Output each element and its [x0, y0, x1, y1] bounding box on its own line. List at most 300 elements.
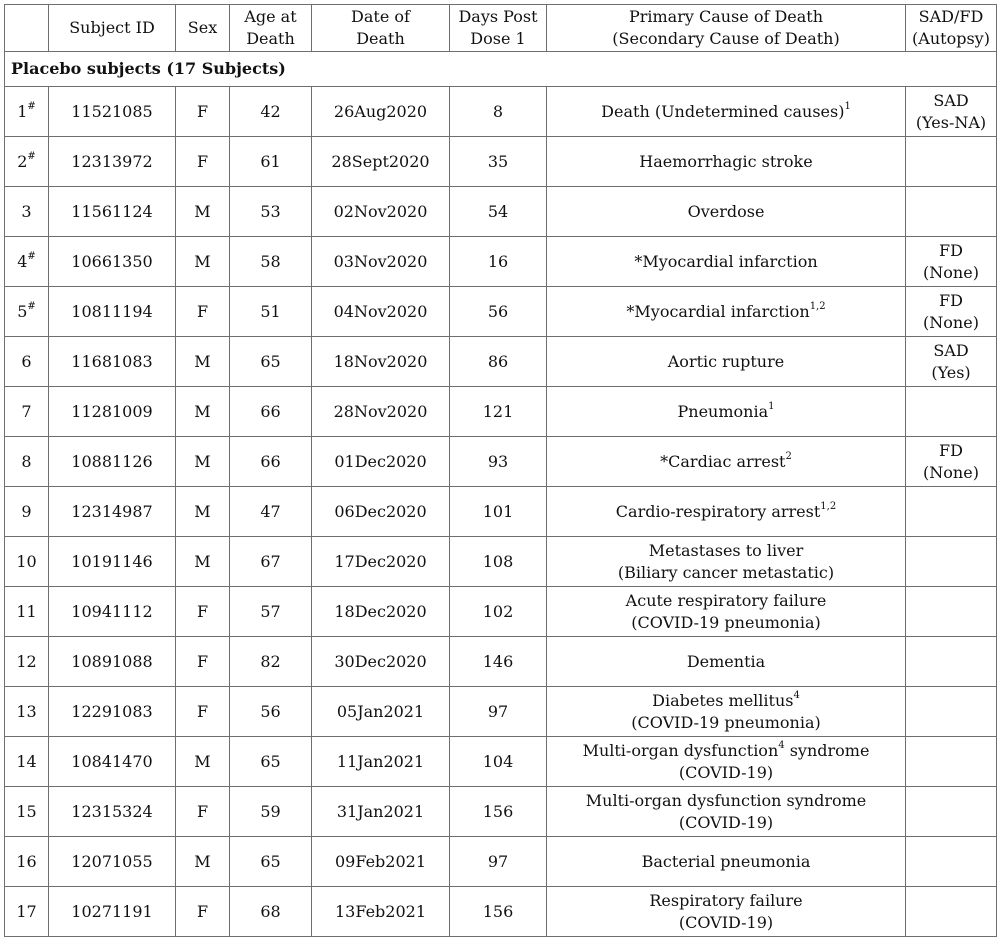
cell-date — [312, 587, 450, 637]
subject-id: 10941112 — [71, 601, 153, 621]
cell-cause — [547, 787, 906, 837]
primary-cause-footnote: 1 — [844, 101, 851, 113]
sad-fd: SAD — [933, 340, 969, 360]
age: 66 — [260, 401, 281, 421]
subject-id: 10661350 — [71, 251, 153, 271]
header-sex: Sex — [176, 5, 230, 52]
cell-days — [450, 887, 547, 937]
cell-days — [450, 337, 547, 387]
row-number: 13 — [16, 701, 37, 721]
cell-sex — [176, 437, 230, 487]
cell-subject-id — [49, 887, 176, 937]
date-of-death: 04Nov2020 — [333, 301, 428, 321]
subject-id: 10811194 — [71, 301, 153, 321]
cell-cause — [547, 737, 906, 787]
cell-sex — [176, 487, 230, 537]
cell-sex — [176, 87, 230, 137]
header-cause-line2: (Secondary Cause of Death) — [612, 29, 840, 48]
days-post-dose: 54 — [487, 201, 509, 221]
cell-days — [450, 187, 547, 237]
cell-subject-id — [49, 437, 176, 487]
cell-cause — [547, 637, 906, 687]
secondary-cause: (Biliary cancer metastatic) — [617, 562, 835, 582]
sex: M — [194, 851, 211, 871]
header-cause — [547, 5, 906, 52]
sex: F — [196, 151, 209, 171]
days-post-dose: 56 — [487, 301, 509, 321]
cell-age — [230, 137, 312, 187]
age: 65 — [260, 751, 281, 771]
cell-cause — [547, 137, 906, 187]
primary-cause-line — [550, 740, 902, 762]
primary-cause-line — [550, 890, 902, 912]
cell-sex — [176, 737, 230, 787]
cell-cause — [547, 187, 906, 237]
age: 67 — [260, 551, 281, 571]
sex: M — [194, 551, 211, 571]
subject-id: 11281009 — [71, 401, 153, 421]
primary-cause-footnote: 1,2 — [809, 301, 826, 313]
row-number: 4 — [17, 251, 28, 271]
primary-cause-tail: syndrome — [784, 740, 870, 760]
cell-num — [5, 487, 49, 537]
cell-sex — [176, 837, 230, 887]
days-post-dose: 101 — [482, 501, 514, 521]
cell-date — [312, 637, 450, 687]
table-row — [5, 137, 997, 187]
cell-subject-id — [49, 837, 176, 887]
cell-cause — [547, 237, 906, 287]
row-number: 17 — [16, 901, 37, 921]
cell-age — [230, 437, 312, 487]
cell-sad-fd — [906, 637, 997, 687]
age: 59 — [260, 801, 281, 821]
row-number: 3 — [21, 201, 32, 221]
sex: F — [196, 801, 209, 821]
row-number: 9 — [21, 501, 32, 521]
age: 42 — [260, 101, 281, 121]
sex: M — [194, 201, 211, 221]
sad-fd: FD — [939, 290, 963, 310]
subject-id: 10271191 — [71, 901, 153, 921]
cell-num — [5, 787, 49, 837]
subject-id: 12313972 — [71, 151, 153, 171]
cell-date — [312, 387, 450, 437]
primary-cause: Aortic rupture — [667, 351, 785, 371]
cell-sex — [176, 137, 230, 187]
row-number: 5 — [17, 301, 28, 321]
cell-days — [450, 387, 547, 437]
sex: M — [194, 451, 211, 471]
group-label: Placebo subjects (17 Subjects) — [5, 52, 997, 87]
cell-sad-fd — [906, 487, 997, 537]
header-cause-line1: Primary Cause of Death — [628, 7, 824, 26]
cell-sad-fd — [906, 237, 997, 287]
cell-subject-id — [49, 637, 176, 687]
row-number: 6 — [21, 351, 32, 371]
cell-subject-id — [49, 137, 176, 187]
cell-num — [5, 687, 49, 737]
cell-sad-fd — [906, 437, 997, 487]
date-of-death: 01Dec2020 — [334, 451, 427, 471]
days-post-dose: 102 — [482, 601, 514, 621]
days-post-dose: 97 — [487, 701, 509, 721]
cell-sad-fd — [906, 887, 997, 937]
cell-subject-id — [49, 187, 176, 237]
primary-cause: Dementia — [686, 651, 766, 671]
subject-id: 12071055 — [71, 851, 153, 871]
header-sad-line1: SAD/FD — [918, 7, 984, 26]
date-of-death: 05Jan2021 — [336, 701, 425, 721]
cell-sad-fd — [906, 137, 997, 187]
table-row — [5, 787, 997, 837]
cell-date — [312, 437, 450, 487]
subject-id: 12314987 — [71, 501, 153, 521]
primary-cause-line — [550, 451, 902, 473]
cell-sad-fd — [906, 287, 997, 337]
days-post-dose: 156 — [482, 901, 514, 921]
table-row — [5, 487, 997, 537]
cell-cause — [547, 687, 906, 737]
cell-num — [5, 287, 49, 337]
subject-id: 12291083 — [71, 701, 153, 721]
days-post-dose: 121 — [482, 401, 514, 421]
table-row — [5, 437, 997, 487]
primary-cause-line — [550, 690, 902, 712]
age: 61 — [260, 151, 281, 171]
row-mark: # — [27, 101, 36, 113]
cell-age — [230, 87, 312, 137]
primary-cause: *Myocardial infarction — [626, 301, 810, 321]
subject-id: 10891088 — [71, 651, 153, 671]
date-of-death: 31Jan2021 — [336, 801, 425, 821]
table-row — [5, 687, 997, 737]
age: 51 — [260, 301, 281, 321]
autopsy: (Yes) — [931, 362, 971, 382]
header-date — [312, 5, 450, 52]
cell-date — [312, 487, 450, 537]
cell-days — [450, 787, 547, 837]
cell-subject-id — [49, 237, 176, 287]
subject-id: 10191146 — [71, 551, 153, 571]
primary-cause-line — [550, 401, 902, 423]
cell-age — [230, 687, 312, 737]
cell-sad-fd — [906, 387, 997, 437]
primary-cause-line — [550, 590, 902, 612]
cell-age — [230, 887, 312, 937]
table-row — [5, 187, 997, 237]
cell-sad-fd — [906, 337, 997, 387]
cell-date — [312, 887, 450, 937]
cell-sex — [176, 587, 230, 637]
row-number: 1 — [17, 101, 28, 121]
row-number: 14 — [16, 751, 37, 771]
cell-age — [230, 337, 312, 387]
row-number: 7 — [21, 401, 32, 421]
cell-num — [5, 387, 49, 437]
primary-cause-line — [550, 790, 902, 812]
primary-cause-footnote: 4 — [778, 740, 785, 752]
cell-num — [5, 187, 49, 237]
primary-cause-line — [550, 101, 902, 123]
cell-sad-fd — [906, 787, 997, 837]
primary-cause-footnote: 1,2 — [820, 501, 837, 513]
cell-subject-id — [49, 287, 176, 337]
cell-subject-id — [49, 737, 176, 787]
days-post-dose: 104 — [482, 751, 514, 771]
cell-age — [230, 787, 312, 837]
primary-cause-line — [550, 251, 902, 273]
cell-age — [230, 487, 312, 537]
header-days-line2: Dose 1 — [470, 29, 526, 48]
table-row — [5, 737, 997, 787]
date-of-death: 30Dec2020 — [334, 651, 427, 671]
days-post-dose: 97 — [487, 851, 509, 871]
primary-cause: Bacterial pneumonia — [641, 851, 811, 871]
cell-sex — [176, 637, 230, 687]
cell-days — [450, 587, 547, 637]
deaths-table — [4, 4, 997, 937]
cell-age — [230, 537, 312, 587]
cell-subject-id — [49, 487, 176, 537]
days-post-dose: 156 — [482, 801, 514, 821]
age: 82 — [260, 651, 281, 671]
date-of-death: 03Nov2020 — [333, 251, 428, 271]
header-row — [5, 5, 997, 52]
sad-fd: FD — [939, 240, 963, 260]
primary-cause-footnote: 1 — [768, 401, 775, 413]
cell-date — [312, 87, 450, 137]
primary-cause: Metastases to liver — [648, 540, 804, 560]
primary-cause-line — [550, 501, 902, 523]
primary-cause-footnote: 2 — [785, 451, 792, 463]
table-row — [5, 237, 997, 287]
cell-sex — [176, 387, 230, 437]
date-of-death: 11Jan2021 — [336, 751, 425, 771]
cell-date — [312, 137, 450, 187]
primary-cause-line — [550, 301, 902, 323]
primary-cause: Acute respiratory failure — [625, 590, 827, 610]
cell-cause — [547, 87, 906, 137]
days-post-dose: 35 — [487, 151, 509, 171]
primary-cause: *Myocardial infarction — [634, 251, 818, 271]
date-of-death: 18Nov2020 — [333, 351, 428, 371]
row-mark: # — [27, 151, 36, 163]
cell-num — [5, 887, 49, 937]
primary-cause: Pneumonia — [677, 401, 769, 421]
primary-cause: Overdose — [687, 201, 765, 221]
subject-id: 10841470 — [71, 751, 153, 771]
table-row — [5, 387, 997, 437]
cell-num — [5, 87, 49, 137]
autopsy: (None) — [923, 262, 979, 282]
cell-sex — [176, 287, 230, 337]
cell-cause — [547, 537, 906, 587]
date-of-death: 02Nov2020 — [333, 201, 428, 221]
autopsy: (Yes-NA) — [915, 112, 987, 132]
cell-subject-id — [49, 587, 176, 637]
cell-num — [5, 737, 49, 787]
cell-cause — [547, 337, 906, 387]
sex: M — [194, 401, 211, 421]
cell-sex — [176, 237, 230, 287]
date-of-death: 13Feb2021 — [334, 901, 426, 921]
primary-cause-footnote: 4 — [793, 690, 800, 702]
sad-fd: FD — [939, 440, 963, 460]
primary-cause-line — [550, 151, 902, 173]
secondary-cause: (COVID-19) — [678, 812, 774, 832]
header-date-line2: Death — [356, 29, 405, 48]
age: 65 — [260, 851, 281, 871]
cell-sad-fd — [906, 687, 997, 737]
cell-date — [312, 237, 450, 287]
sex: F — [196, 651, 209, 671]
autopsy: (None) — [923, 312, 979, 332]
cell-days — [450, 687, 547, 737]
age: 66 — [260, 451, 281, 471]
cell-num — [5, 237, 49, 287]
date-of-death: 18Dec2020 — [334, 601, 427, 621]
cell-age — [230, 587, 312, 637]
cell-subject-id — [49, 537, 176, 587]
date-of-death: 28Nov2020 — [333, 401, 428, 421]
cell-days — [450, 237, 547, 287]
primary-cause-line — [550, 651, 902, 673]
header-sad — [906, 5, 997, 52]
age: 47 — [260, 501, 281, 521]
header-age-line1: Age at — [244, 7, 297, 26]
primary-cause-line — [550, 851, 902, 873]
primary-cause: Cardio-respiratory arrest — [615, 501, 821, 521]
age: 68 — [260, 901, 281, 921]
cell-num — [5, 437, 49, 487]
cell-sad-fd — [906, 837, 997, 887]
cell-sex — [176, 787, 230, 837]
table-row — [5, 537, 997, 587]
cell-days — [450, 737, 547, 787]
row-mark: # — [27, 251, 36, 263]
header-age-line2: Death — [246, 29, 295, 48]
row-number: 12 — [16, 651, 37, 671]
row-number: 15 — [16, 801, 37, 821]
date-of-death: 26Aug2020 — [333, 101, 428, 121]
primary-cause: Multi-organ dysfunction syndrome — [585, 790, 867, 810]
cell-cause — [547, 287, 906, 337]
days-post-dose: 8 — [492, 101, 504, 121]
table-row — [5, 587, 997, 637]
header-age — [230, 5, 312, 52]
subject-id: 11521085 — [71, 101, 153, 121]
cell-days — [450, 537, 547, 587]
cell-cause — [547, 487, 906, 537]
primary-cause-line — [550, 201, 902, 223]
cell-subject-id — [49, 687, 176, 737]
subject-id: 11681083 — [71, 351, 153, 371]
secondary-cause: (COVID-19) — [678, 912, 774, 932]
age: 65 — [260, 351, 281, 371]
table-row — [5, 287, 997, 337]
sex: F — [196, 101, 209, 121]
header-days — [450, 5, 547, 52]
autopsy: (None) — [923, 462, 979, 482]
sex: M — [194, 751, 211, 771]
cell-sex — [176, 537, 230, 587]
primary-cause: Multi-organ dysfunction — [582, 740, 779, 760]
cell-sex — [176, 687, 230, 737]
cell-num — [5, 337, 49, 387]
cell-date — [312, 737, 450, 787]
cell-days — [450, 487, 547, 537]
age: 58 — [260, 251, 281, 271]
cell-days — [450, 137, 547, 187]
secondary-cause: (COVID-19 pneumonia) — [631, 612, 821, 632]
sex: F — [196, 701, 209, 721]
cell-num — [5, 837, 49, 887]
cell-days — [450, 837, 547, 887]
secondary-cause: (COVID-19 pneumonia) — [631, 712, 821, 732]
cell-sex — [176, 887, 230, 937]
age: 53 — [260, 201, 281, 221]
cell-date — [312, 537, 450, 587]
header-subject-id: Subject ID — [49, 5, 176, 52]
row-number: 11 — [16, 601, 37, 621]
cell-subject-id — [49, 87, 176, 137]
subject-id: 12315324 — [71, 801, 153, 821]
cell-cause — [547, 587, 906, 637]
header-date-line1: Date of — [351, 7, 410, 26]
cell-date — [312, 287, 450, 337]
primary-cause-line — [550, 351, 902, 373]
cell-days — [450, 437, 547, 487]
cell-sad-fd — [906, 537, 997, 587]
primary-cause: Diabetes mellitus — [652, 690, 794, 710]
cell-sad-fd — [906, 587, 997, 637]
cell-num — [5, 637, 49, 687]
header-sad-line2: (Autopsy) — [912, 29, 990, 48]
date-of-death: 17Dec2020 — [334, 551, 427, 571]
group-row — [5, 52, 997, 87]
cell-subject-id — [49, 787, 176, 837]
subject-id: 11561124 — [71, 201, 153, 221]
sex: F — [196, 601, 209, 621]
table-row — [5, 837, 997, 887]
table-row — [5, 337, 997, 387]
sex: M — [194, 501, 211, 521]
row-number: 16 — [16, 851, 37, 871]
cell-age — [230, 237, 312, 287]
cell-cause — [547, 437, 906, 487]
sex: F — [196, 301, 209, 321]
cell-sex — [176, 187, 230, 237]
primary-cause: Respiratory failure — [649, 890, 803, 910]
header-num — [5, 5, 49, 52]
cell-age — [230, 287, 312, 337]
primary-cause-line — [550, 540, 902, 562]
cell-sad-fd — [906, 187, 997, 237]
row-number: 10 — [16, 551, 37, 571]
sad-fd: SAD — [933, 90, 969, 110]
cell-sad-fd — [906, 87, 997, 137]
cell-cause — [547, 387, 906, 437]
cell-age — [230, 637, 312, 687]
sex: M — [194, 351, 211, 371]
cell-date — [312, 187, 450, 237]
row-mark: # — [27, 301, 36, 313]
cell-date — [312, 337, 450, 387]
cell-subject-id — [49, 387, 176, 437]
primary-cause: Haemorrhagic stroke — [639, 151, 813, 171]
header-days-line1: Days Post — [458, 7, 538, 26]
